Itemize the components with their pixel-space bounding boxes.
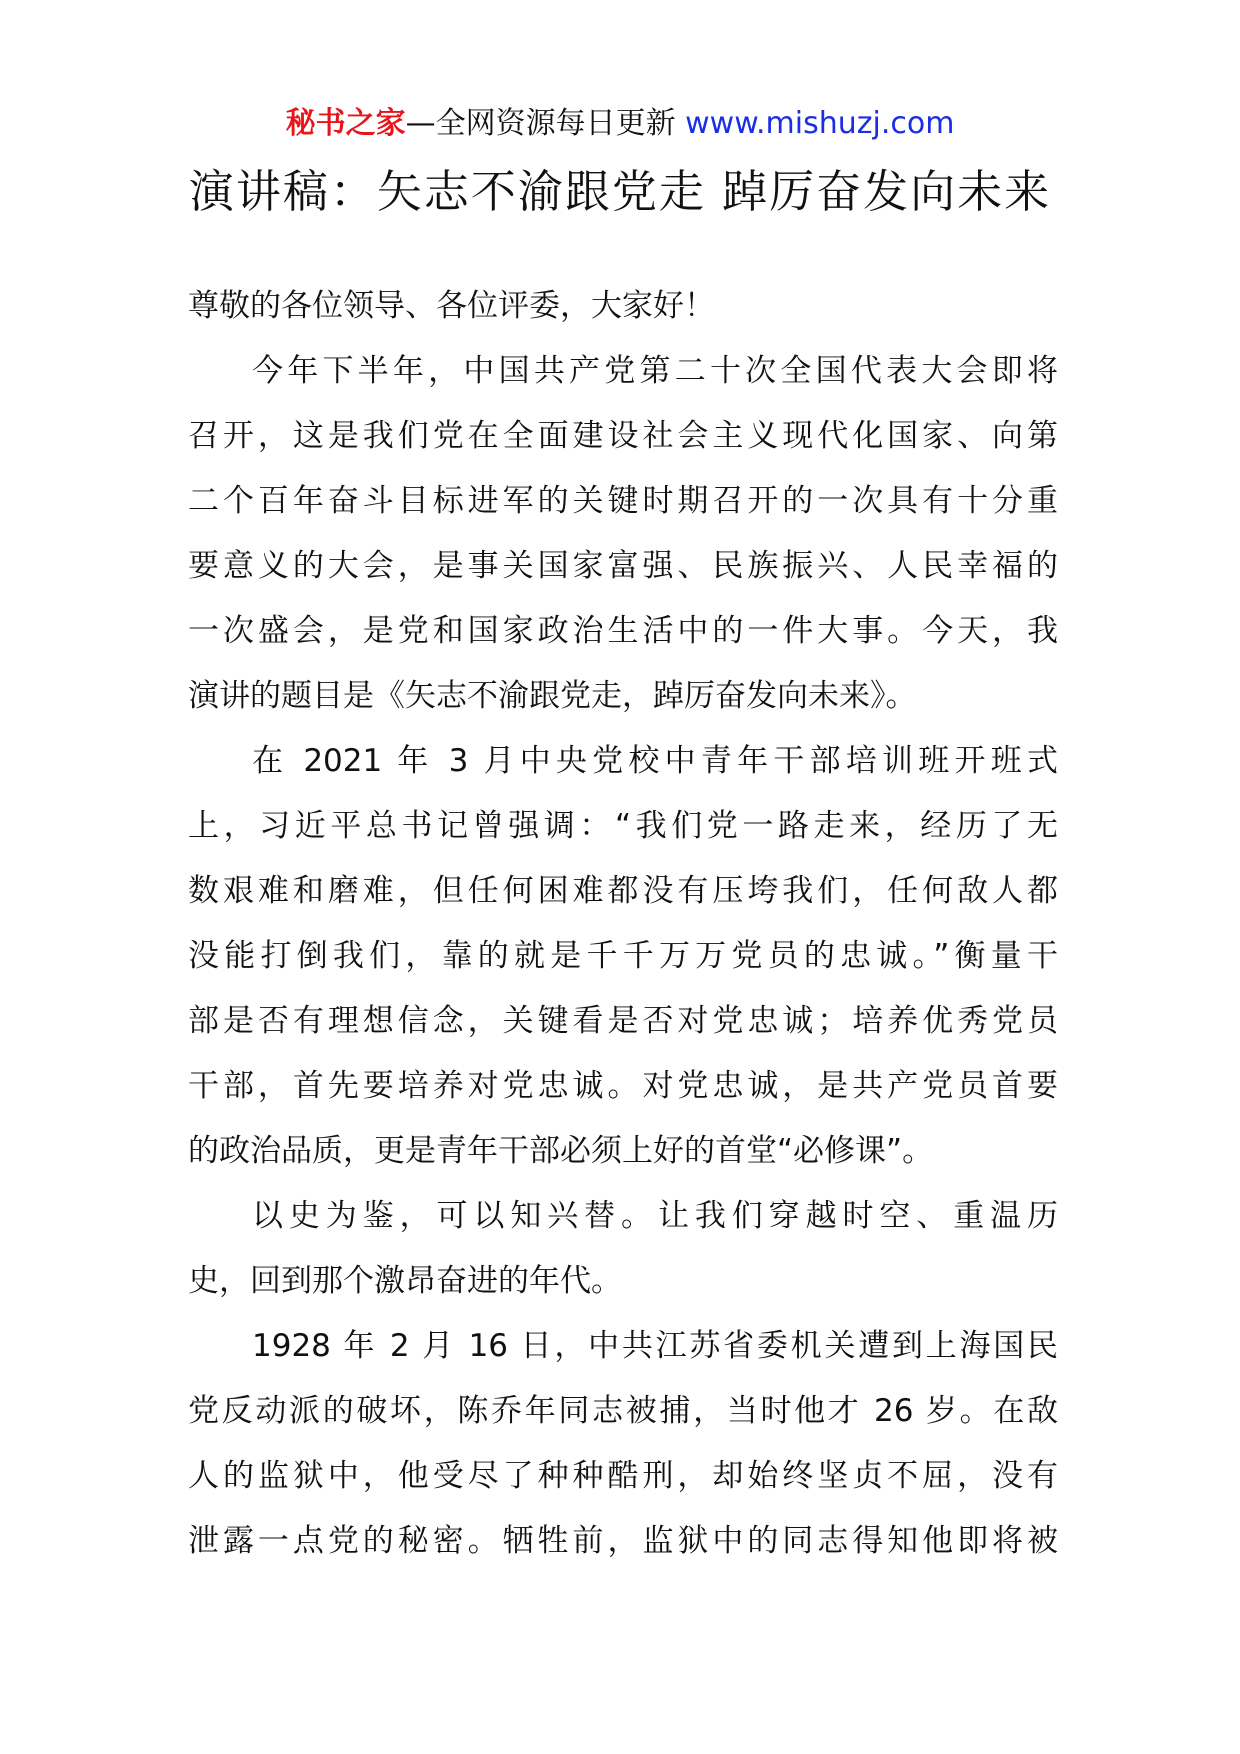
body-line: 1928 年 2 月 16 日，中共江苏省委机关遭到上海国民 [252, 1328, 1058, 1364]
body-line: 数艰难和磨难，但任何困难都没有压垮我们，任何敌人都 [188, 873, 1058, 909]
body-line: 召开，这是我们党在全面建设社会主义现代化国家、向第 [188, 418, 1058, 454]
body-line: 党反动派的破坏，陈乔年同志被捕，当时他才 26 岁。在敌 [188, 1393, 1058, 1429]
document-title: 演讲稿：矢志不渝跟党走 踔厉奋发向未来 [188, 165, 1052, 218]
site-tagline: —全网资源每日更新 [405, 106, 686, 141]
body-line: 泄露一点党的秘密。牺牲前，监狱中的同志得知他即将被 [188, 1523, 1058, 1559]
body-line: 在 2021 年 3 月中央党校中青年干部培训班开班式 [252, 743, 1058, 779]
body-line: 要意义的大会，是事关国家富强、民族振兴、人民幸福的 [188, 548, 1058, 584]
body-line: 以史为鉴，可以知兴替。让我们穿越时空、重温历 [252, 1198, 1058, 1234]
site-brand: 秘书之家 [285, 106, 406, 141]
body-line: 上，习近平总书记曾强调：“我们党一路走来，经历了无 [188, 808, 1058, 844]
body-line: 人的监狱中，他受尽了种种酷刑，却始终坚贞不屈，没有 [188, 1458, 1058, 1494]
body-line: 今年下半年，中国共产党第二十次全国代表大会即将 [252, 353, 1058, 389]
document-body [188, 286, 1058, 1586]
site-url-link[interactable]: www.mishuzj.com [685, 106, 955, 141]
body-line: 一次盛会，是党和国家政治生活中的一件大事。今天，我 [188, 613, 1058, 649]
body-line: 演讲的题目是《矢志不渝跟党走，踔厉奋发向未来》。 [188, 678, 917, 714]
body-line: 的政治品质，更是青年干部必须上好的首堂“必修课”。 [188, 1133, 934, 1169]
body-line: 干部，首先要培养对党忠诚。对党忠诚，是共产党员首要 [188, 1068, 1058, 1104]
body-line: 部是否有理想信念，关键看是否对党忠诚；培养优秀党员 [188, 1003, 1058, 1039]
body-line: 没能打倒我们，靠的就是千千万万党员的忠诚。”衡量干 [188, 938, 1058, 974]
body-line: 尊敬的各位领导、各位评委，大家好！ [188, 288, 715, 324]
site-header [0, 104, 1240, 144]
body-line: 史，回到那个激昂奋进的年代。 [188, 1263, 622, 1299]
body-line: 二个百年奋斗目标进军的关键时期召开的一次具有十分重 [188, 483, 1058, 519]
